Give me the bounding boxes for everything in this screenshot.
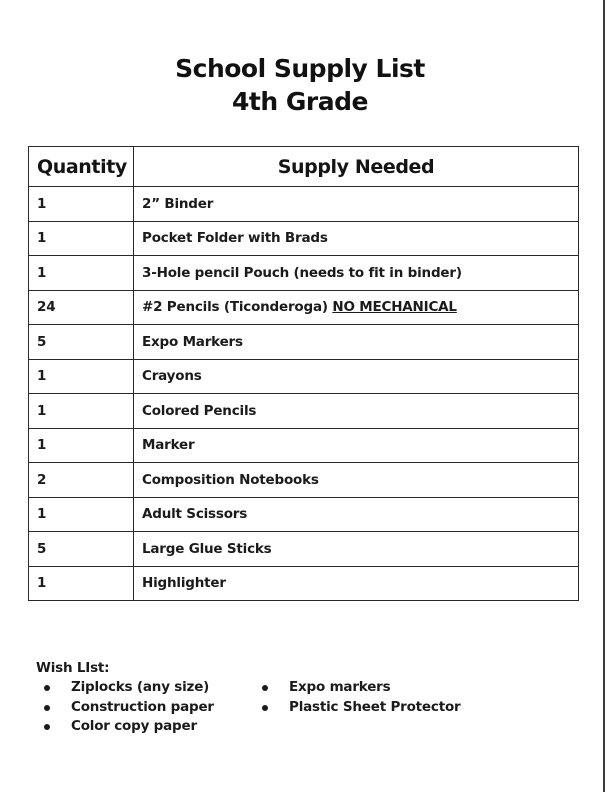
supply-cell: Pocket Folder with Brads [134,221,579,256]
wish-list-item [254,698,460,718]
table-header-row [29,147,579,187]
wish-list-item [36,717,254,737]
column-header-supply: Supply Needed [134,147,579,187]
wish-list-item [36,698,254,718]
bullet-icon [44,685,50,691]
table-row [29,394,579,429]
table-row [29,187,579,222]
title-block [0,52,600,118]
quantity-cell: 1 [29,497,134,532]
wish-list-item-label: Ziplocks (any size) [71,679,210,695]
table-row [29,463,579,498]
wish-list-title: Wish LIst: [36,660,110,676]
page-edge-line [603,0,605,792]
wish-list-left-column [36,678,254,737]
bullet-icon [262,685,268,691]
quantity-cell: 1 [29,394,134,429]
table-row [29,290,579,325]
supply-cell [134,290,579,325]
supply-cell: Marker [134,428,579,463]
bullet-icon [44,724,50,730]
quantity-cell: 24 [29,290,134,325]
supply-cell: Composition Notebooks [134,463,579,498]
wish-list-right-column [254,678,460,737]
wish-list [36,660,596,737]
column-header-quantity: Quantity [29,147,134,187]
supply-cell: Expo Markers [134,325,579,360]
table-row [29,497,579,532]
page-subtitle: 4th Grade [232,87,368,116]
table-row [29,532,579,567]
wish-list-item [36,678,254,698]
quantity-cell: 1 [29,566,134,601]
page-title: School Supply List [175,54,425,83]
quantity-cell: 5 [29,532,134,567]
table-row [29,221,579,256]
bullet-icon [44,705,50,711]
quantity-cell: 1 [29,359,134,394]
supply-text: #2 Pencils (Ticonderoga) [142,299,333,316]
bullet-icon [262,705,268,711]
table-row [29,325,579,360]
supply-cell: Highlighter [134,566,579,601]
supply-cell: Crayons [134,359,579,394]
supply-emphasis: NO MECHANICAL [332,299,457,316]
table-row [29,359,579,394]
wish-list-item-label: Color copy paper [71,718,197,734]
supply-cell: Colored Pencils [134,394,579,429]
table-row [29,256,579,291]
wish-list-columns [36,678,596,737]
quantity-cell: 5 [29,325,134,360]
wish-list-item-label: Expo markers [289,679,391,695]
table-row [29,428,579,463]
supply-cell: 3-Hole pencil Pouch (needs to fit in binder) [134,256,579,291]
table-row [29,566,579,601]
wish-list-item [254,678,460,698]
wish-list-item-label: Construction paper [71,698,214,715]
supply-cell: Large Glue Sticks [134,532,579,567]
quantity-cell: 1 [29,256,134,291]
supply-table [28,146,579,601]
supply-cell: 2” Binder [134,187,579,222]
quantity-cell: 1 [29,428,134,463]
quantity-cell: 1 [29,187,134,222]
quantity-cell: 2 [29,463,134,498]
supply-cell: Adult Scissors [134,497,579,532]
wish-list-item-label: Plastic Sheet Protector [289,698,461,715]
quantity-cell: 1 [29,221,134,256]
